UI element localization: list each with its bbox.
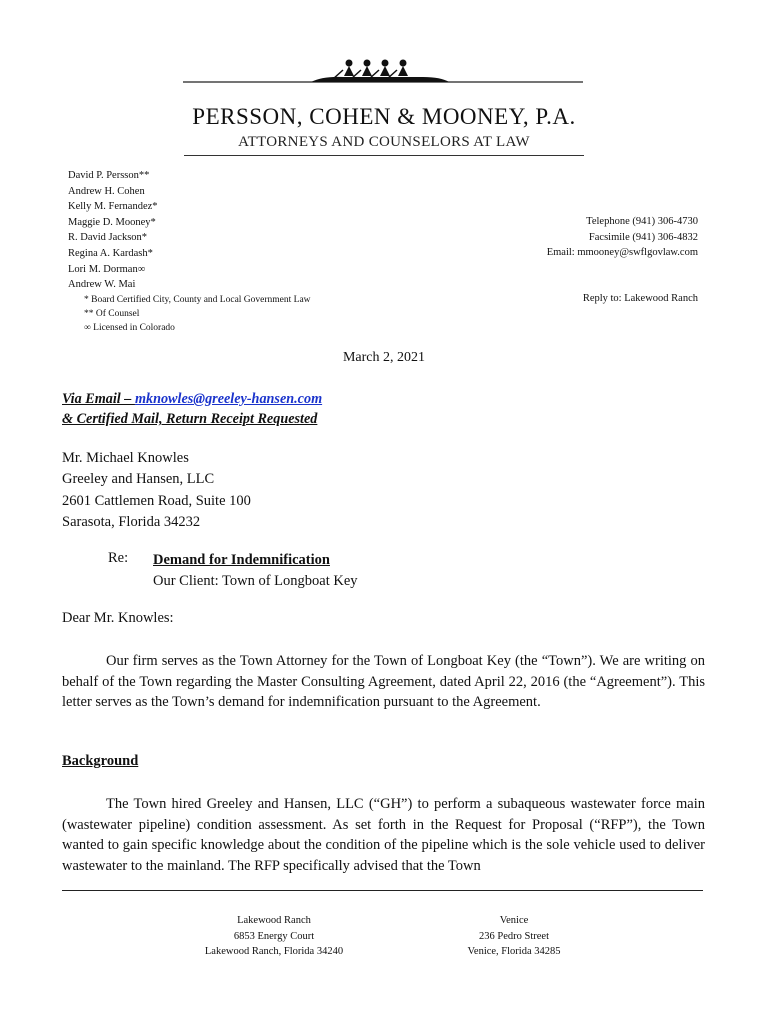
section-heading: Background <box>62 753 139 769</box>
attorney-name: Kelly M. Fernandez* <box>68 201 158 213</box>
attorney-name: Andrew W. Mai <box>68 279 136 291</box>
address-line: Sarasota, Florida 34232 <box>62 513 201 530</box>
office-line: 236 Pedro Street <box>479 930 549 942</box>
facsimile: Facsimile (941) 306-4832 <box>588 231 698 243</box>
re-subject: Demand for Indemnification <box>153 552 330 568</box>
firm-name: PERSSON, COHEN & MOONEY, P.A. <box>192 104 576 129</box>
office-line: Lakewood Ranch <box>237 915 311 926</box>
contact-info <box>547 214 698 261</box>
letter-date: March 2, 2021 <box>342 350 426 365</box>
attorney-name: R. David Jackson* <box>68 232 148 244</box>
credential-note: ∞ Licensed in Colorado <box>84 323 175 333</box>
attorney-name: Maggie D. Mooney* <box>68 216 156 228</box>
body-paragraph-intro <box>62 651 705 713</box>
paragraph-text: Our firm serves as the Town Attorney for the Town of Longboat Key (the “Town”). We are writing on behalf of the Town regarding the Master Consulting Agreement, dated April 22, 2016 (the “Agreement”). This letter serves as the Town’s demand for indemnification pursuant to the Agreement. <box>62 653 705 711</box>
delivery-method <box>62 389 322 429</box>
email[interactable]: Email: mmooney@swflgovlaw.com <box>546 247 698 259</box>
office-line: Venice, Florida 34285 <box>467 946 561 957</box>
telephone: Telephone (941) 306-4730 <box>586 216 698 227</box>
attorney-name: Andrew H. Cohen <box>68 185 145 197</box>
recipient-email-link[interactable]: mknowles@greeley-hansen.com <box>134 391 323 407</box>
letterhead-divider <box>184 155 584 156</box>
footer-office-lakewood <box>164 913 384 960</box>
certified-mail-line: & Certified Mail, Return Receipt Requested <box>62 411 318 427</box>
re-block <box>153 550 358 592</box>
footer-office-venice <box>404 913 624 960</box>
attorney-name: David P. Persson** <box>68 170 150 181</box>
via-email-label: Via Email – <box>62 391 135 407</box>
address-line: Mr. Michael Knowles <box>62 450 189 466</box>
attorney-list <box>68 168 158 293</box>
office-line: Venice <box>499 915 529 926</box>
address-line: Greeley and Hansen, LLC <box>62 471 215 488</box>
office-line: 6853 Energy Court <box>233 930 315 942</box>
body-paragraph-background <box>62 794 705 876</box>
office-line: Lakewood Ranch, Florida 34240 <box>204 946 344 957</box>
salutation: Dear Mr. Knowles: <box>62 610 174 626</box>
footer-divider <box>62 890 703 891</box>
re-label: Re: <box>108 550 129 566</box>
credential-notes <box>84 293 311 335</box>
firm-subtitle: ATTORNEYS AND COUNSELORS AT LAW <box>238 134 530 150</box>
re-client: Our Client: Town of Longboat Key <box>153 573 358 589</box>
address-line: 2601 Cattlemen Road, Suite 100 <box>62 492 251 509</box>
credential-note: * Board Certified City, County and Local Government Law <box>84 295 311 305</box>
credential-note: ** Of Counsel <box>84 309 140 319</box>
recipient-address <box>62 448 251 533</box>
rowing-crew-logo <box>183 55 583 95</box>
attorney-name: Regina A. Kardash* <box>68 247 153 259</box>
reply-to: Reply to: Lakewood Ranch <box>582 293 698 304</box>
paragraph-text: The Town hired Greeley and Hansen, LLC (“GH”) to perform a subaqueous wastewater force main (wastewater pipeline) condition assessment. As set forth in the Request for Proposal (“RFP”), the Town wanted to gain specific knowledge about the condition of the pipeline which is the sole vehicle used to deliver wastewater to the mainland. The RFP specifically advised that the Town <box>62 796 705 874</box>
attorney-name: Lori M. Dorman∞ <box>68 263 146 275</box>
